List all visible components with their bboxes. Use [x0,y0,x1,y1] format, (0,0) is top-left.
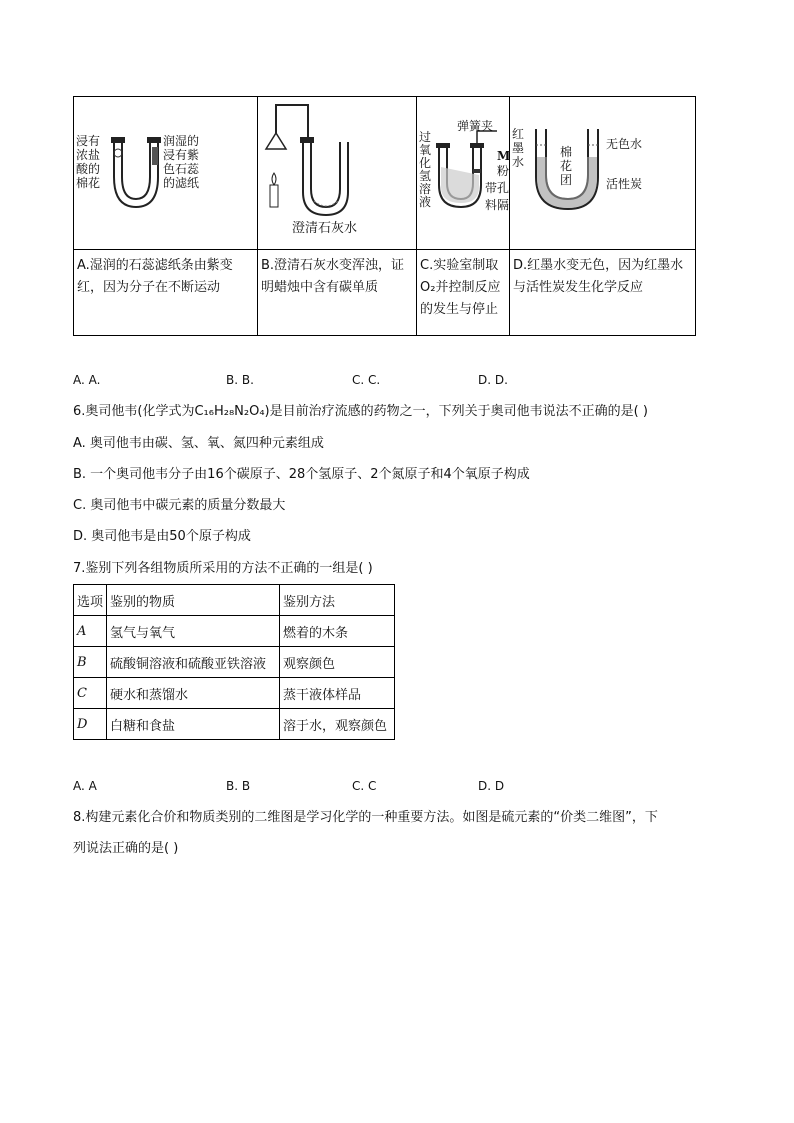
label-c-top: 弹簧夹 [457,119,494,133]
label-d-mid: 棉 花 团 [560,145,573,187]
activated-carbon-u-tube-diagram [510,97,695,249]
label-d-left: 红 墨 水 [512,127,525,169]
q5-option-c[interactable]: C. C. [352,373,381,387]
table-row [74,709,395,740]
q5-option-a[interactable]: A. A. [73,373,101,387]
row-substance: 白糖和食盐 [107,709,280,740]
row-substance: 硫酸铜溶液和硫酸亚铁溶液 [107,647,280,678]
row-substance: 氢气与氧气 [107,616,280,647]
q7-option-b[interactable]: B. B [226,779,251,793]
q7-option-c[interactable]: C. C [352,779,377,793]
table-header-row [74,585,395,616]
q7-stem: 7.鉴别下列各组物质所采用的方法不正确的一组是( ) [73,561,373,576]
q5-option-b[interactable]: B. B. [226,373,254,387]
q6-option-b[interactable]: B. 一个奥司他韦分子由16个碳原子、28个氢原子、2个氮原子和4个氧原子构成 [73,467,530,482]
cell-b [258,97,417,335]
label-b-bottom: 澄清石灰水 [292,221,358,236]
q6-stem: 6.奥司他韦(化学式为C₁₆H₂₈N₂O₄)是目前治疗流感的药物之一，下列关于奥司他韦说法不正确的是( ) [73,404,648,419]
q5-option-d[interactable]: D. D. [478,373,508,387]
row-method: 蒸干液体样品 [280,678,395,709]
header-substance: 鉴别的物质 [107,585,280,616]
row-key: B [74,647,107,678]
answer-a: A.湿润的石蕊滤纸条由紫变红，因为分子在不断运动 [77,258,233,295]
label-d-right-bottom: 活性炭 [606,177,643,191]
table-row [74,678,395,709]
label-a-right: 润湿的 浸有紫 色石蕊 的滤纸 [163,134,200,190]
cell-a [74,97,258,335]
row-method: 燃着的木条 [280,616,395,647]
label-d-right-top: 无色水 [606,137,643,151]
label-a-left: 浸有 浓盐 酸的 棉花 [76,134,101,190]
q6-option-a[interactable]: A. 奥司他韦由碳、氢、氧、氮四种元素组成 [73,436,324,451]
cell-d [510,97,695,335]
q7-option-a[interactable]: A. A [73,779,97,793]
row-key: A [74,616,107,647]
q6-option-c[interactable]: C. 奥司他韦中碳元素的质量分数最大 [73,498,286,513]
row-key: D [74,709,107,740]
row-substance: 硬水和蒸馏水 [107,678,280,709]
label-c-left: 过 氧 化 氢 溶 液 [419,130,432,209]
q8-stem-line1: 8.构建元素化合价和物质类别的二维图是学习化学的一种重要方法。如图是硫元素的“价类二维图”，下 [73,810,658,825]
q8-stem-line2: 列说法正确的是( ) [73,841,179,856]
answer-b: B.澄清石灰水变浑浊，证明蜡烛中含有碳单质 [261,258,405,295]
q5-experiment-table [73,96,696,336]
row-key: C [74,678,107,709]
answer-c: C.实验室制取O₂并控制反应的发生与停止 [420,258,501,317]
row-method: 溶于水，观察颜色 [280,709,395,740]
row-method: 观察颜色 [280,647,395,678]
label-c-right: 粉 带孔 料隔 [485,164,510,212]
q7-table [73,584,395,740]
q7-option-d[interactable]: D. D [478,779,505,793]
table-row [74,616,395,647]
answer-d: D.红墨水变无色，因为红墨水与活性炭发生化学反应 [513,258,684,295]
label-c-m: M [497,149,511,163]
table-row [74,647,395,678]
header-option: 选项 [74,585,107,616]
q6-option-d[interactable]: D. 奥司他韦是由50个原子构成 [73,529,251,544]
header-method: 鉴别方法 [280,585,395,616]
cell-c [417,97,510,335]
